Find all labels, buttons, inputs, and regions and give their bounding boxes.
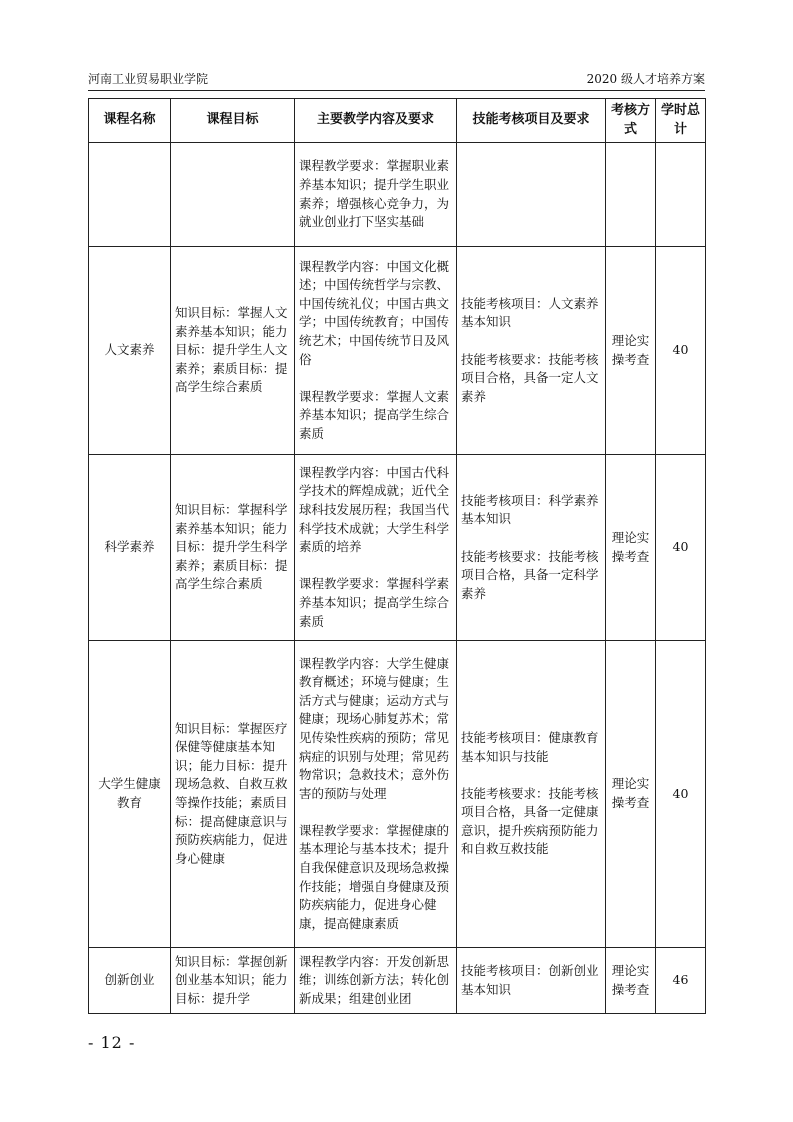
table-row <box>89 948 706 1014</box>
assessment-method: 理论实操考查 <box>606 948 656 1014</box>
total-hours <box>656 143 706 247</box>
assessment-method <box>606 143 656 247</box>
course-content <box>295 143 457 247</box>
col-header-method: 考核方式 <box>606 99 656 143</box>
total-hours: 40 <box>656 455 706 641</box>
skill-item: 技能考核项目：创新创业基本知识 <box>461 962 599 997</box>
course-goal <box>171 143 295 247</box>
curriculum-table <box>88 98 706 1014</box>
col-header-content: 主要教学内容及要求 <box>295 99 457 143</box>
skill-item: 技能考核项目：健康教育基本知识与技能 <box>461 729 599 764</box>
skill-assessment <box>457 948 606 1014</box>
col-header-course-goal: 课程目标 <box>171 99 295 143</box>
table-header-row <box>89 99 706 143</box>
assessment-method: 理论实操考查 <box>606 455 656 641</box>
col-header-hours: 学时总计 <box>656 99 706 143</box>
course-content <box>295 247 457 455</box>
table-row <box>89 247 706 455</box>
content-teaching: 课程教学内容：中国古代科学技术的辉煌成就；近代全球科技发展历程；我国当代科学技术成就；大学生科学素质的培养 <box>299 464 450 555</box>
skill-assessment <box>457 641 606 948</box>
skill-item: 技能考核项目：科学素养基本知识 <box>461 492 599 527</box>
assessment-method: 理论实操考查 <box>606 247 656 455</box>
course-goal: 知识目标：掌握医疗保健等健康基本知识；能力目标：提升现场急救、自救互救等操作技能；素质目标：提高健康意识与预防疾病能力，促进身心健康 <box>171 641 295 948</box>
course-content <box>295 455 457 641</box>
skill-requirement: 技能考核要求：技能考核项目合格，具备一定人文素养 <box>461 351 599 404</box>
total-hours: 40 <box>656 247 706 455</box>
content-teaching: 课程教学内容：大学生健康教育概述；环境与健康；生活方式与健康；运动方式与健康；现场心肺复苏术；常见传染性疾病的预防；常见病症的识别与处理；常见药物常识；急救技术；意外伤害的预防与处理 <box>299 655 450 801</box>
total-hours: 46 <box>656 948 706 1014</box>
table-row <box>89 641 706 948</box>
skill-assessment <box>457 247 606 455</box>
content-teaching: 课程教学内容：开发创新思维；训练创新方法；转化创新成果；组建创业团 <box>299 953 450 1006</box>
course-goal: 知识目标：掌握人文素养基本知识；能力目标：提升学生人文素养；素质目标：提高学生综合素质 <box>171 247 295 455</box>
header-school: 河南工业贸易职业学院 <box>88 72 209 86</box>
content-requirement: 课程教学要求：掌握健康的基本理论与基本技术；提升自我保健意识及现场急救操作技能；增强自身健康及预防疾病能力，促进身心健康，提高健康素质 <box>299 822 450 931</box>
header-doc-title: 2020 级人才培养方案 <box>586 72 705 86</box>
course-name: 大学生健康教育 <box>89 641 171 948</box>
course-name: 科学素养 <box>89 455 171 641</box>
course-name: 创新创业 <box>89 948 171 1014</box>
col-header-course-name: 课程名称 <box>89 99 171 143</box>
content-requirement: 课程教学要求：掌握职业素养基本知识；提升学生职业素养；增强核心竞争力，为就业创业打下坚实基础 <box>299 158 450 230</box>
assessment-method: 理论实操考查 <box>606 641 656 948</box>
skill-requirement: 技能考核要求：技能考核项目合格，具备一定健康意识，提升疾病预防能力和自救互救技能 <box>461 785 599 857</box>
skill-requirement: 技能考核要求：技能考核项目合格，具备一定科学素养 <box>461 548 599 601</box>
skill-item: 技能考核项目：人文素养基本知识 <box>461 295 599 330</box>
table-row <box>89 143 706 247</box>
total-hours: 40 <box>656 641 706 948</box>
table-row <box>89 455 706 641</box>
course-name <box>89 143 171 247</box>
header-rule <box>88 90 705 91</box>
course-content <box>295 641 457 948</box>
page-number: - 12 - <box>88 1033 136 1052</box>
col-header-skill: 技能考核项目及要求 <box>457 99 606 143</box>
content-requirement: 课程教学要求：掌握科学素养基本知识；提高学生综合素质 <box>299 576 450 629</box>
course-name: 人文素养 <box>89 247 171 455</box>
content-requirement: 课程教学要求：掌握人文素养基本知识；提高学生综合素质 <box>299 388 450 441</box>
skill-assessment <box>457 143 606 247</box>
course-goal: 知识目标：掌握创新创业基本知识；能力目标：提升学 <box>171 948 295 1014</box>
skill-assessment <box>457 455 606 641</box>
course-content <box>295 948 457 1014</box>
course-goal: 知识目标：掌握科学素养基本知识；能力目标：提升学生科学素养；素质目标：提高学生综合素质 <box>171 455 295 641</box>
content-teaching: 课程教学内容：中国文化概述；中国传统哲学与宗教、中国传统礼仪；中国古典文学；中国传统教育；中国传统艺术；中国传统节日及风俗 <box>299 258 450 367</box>
